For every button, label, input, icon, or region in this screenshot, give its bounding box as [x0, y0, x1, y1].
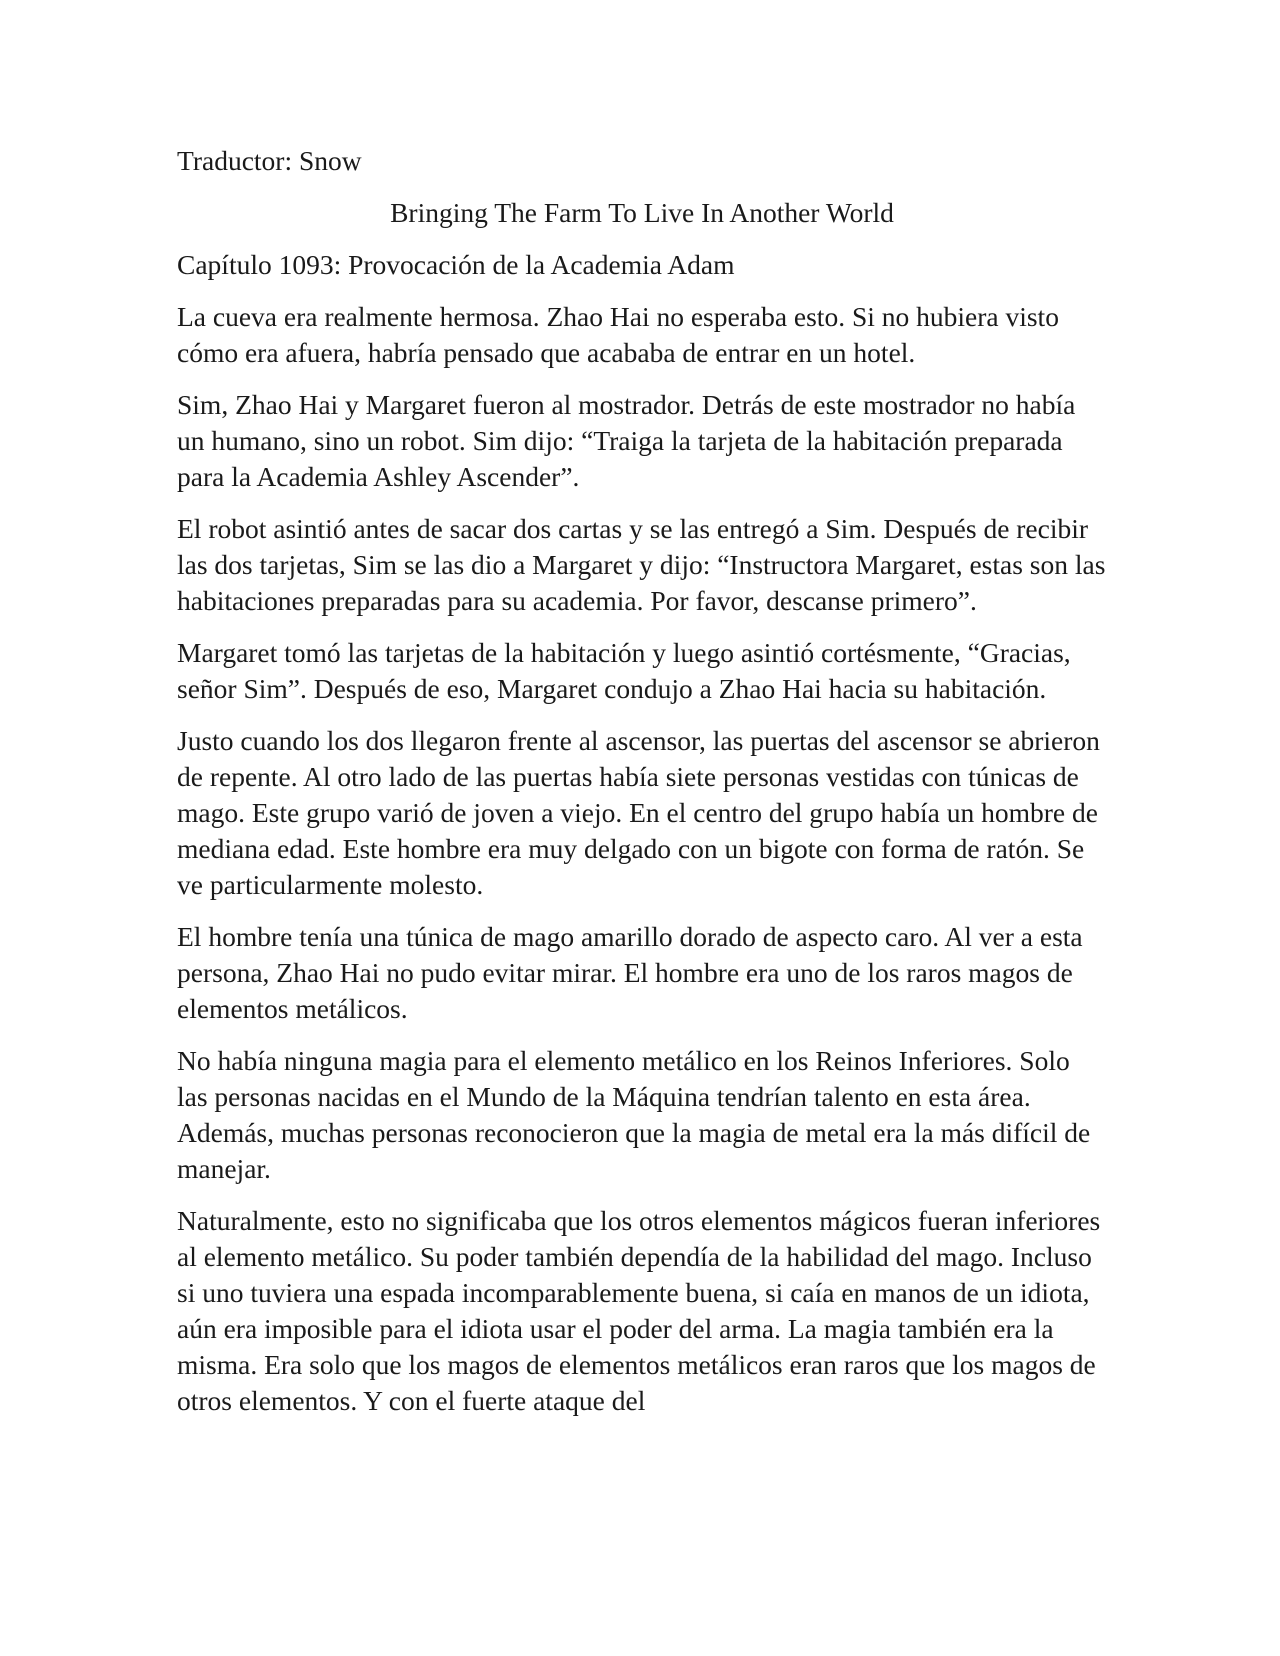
- paragraph: El robot asintió antes de sacar dos cartas y se las entregó a Sim. Después de recibir las dos tarjetas, Sim se las dio a Margaret y dijo: “Instructora Margaret, estas son las habitaciones preparadas para su academia. Por favor, descanse primero”.: [177, 513, 1106, 616]
- paragraph: La cueva era realmente hermosa. Zhao Hai no esperaba esto. Si no hubiera visto cómo era afuera, habría pensado que acababa de entrar en un hotel.: [177, 301, 1059, 368]
- document-body: [177, 143, 1107, 1435]
- chapter-heading: Capítulo 1093: Provocación de la Academia Adam: [177, 249, 735, 280]
- paragraph: Justo cuando los dos llegaron frente al ascensor, las puertas del ascensor se abrieron de repente. Al otro lado de las puertas había siete personas vestidas con túnicas de mago. Este grupo varió de joven a viejo. En el centro del grupo había un hombre de mediana edad. Este hombre era muy delgado con un bigote con forma de ratón. Se ve particularmente molesto.: [177, 725, 1100, 900]
- book-title: Bringing The Farm To Live In Another World: [390, 197, 894, 228]
- paragraph: No había ninguna magia para el elemento metálico en los Reinos Inferiores. Solo las personas nacidas en el Mundo de la Máquina tendrían talento en esta área. Además, muchas personas reconocieron que la magia de metal era la más difícil de manejar.: [177, 1045, 1091, 1184]
- paragraph: Sim, Zhao Hai y Margaret fueron al mostrador. Detrás de este mostrador no había un humano, sino un robot. Sim dijo: “Traiga la tarjeta de la habitación preparada para la Academia Ashley Ascender”.: [177, 389, 1076, 492]
- paragraph: El hombre tenía una túnica de mago amarillo dorado de aspecto caro. Al ver a esta persona, Zhao Hai no pudo evitar mirar. El hombre era uno de los raros magos de elementos metálicos.: [177, 921, 1083, 1024]
- paragraph: Margaret tomó las tarjetas de la habitación y luego asintió cortésmente, “Gracias, señor Sim”. Después de eso, Margaret condujo a Zhao Hai hacia su habitación.: [177, 637, 1071, 704]
- translator-credit: Traductor: Snow: [177, 145, 362, 176]
- paragraph: Naturalmente, esto no significaba que los otros elementos mágicos fueran inferiores al elemento metálico. Su poder también dependía de la habilidad del mago. Incluso si uno tuviera una espada incomparablemente buena, si caía en manos de un idiota, aún era imposible para el idiota usar el poder del arma. La magia también era la misma. Era solo que los magos de elementos metálicos eran raros que los magos de otros elementos. Y con el fuerte ataque del: [177, 1205, 1101, 1416]
